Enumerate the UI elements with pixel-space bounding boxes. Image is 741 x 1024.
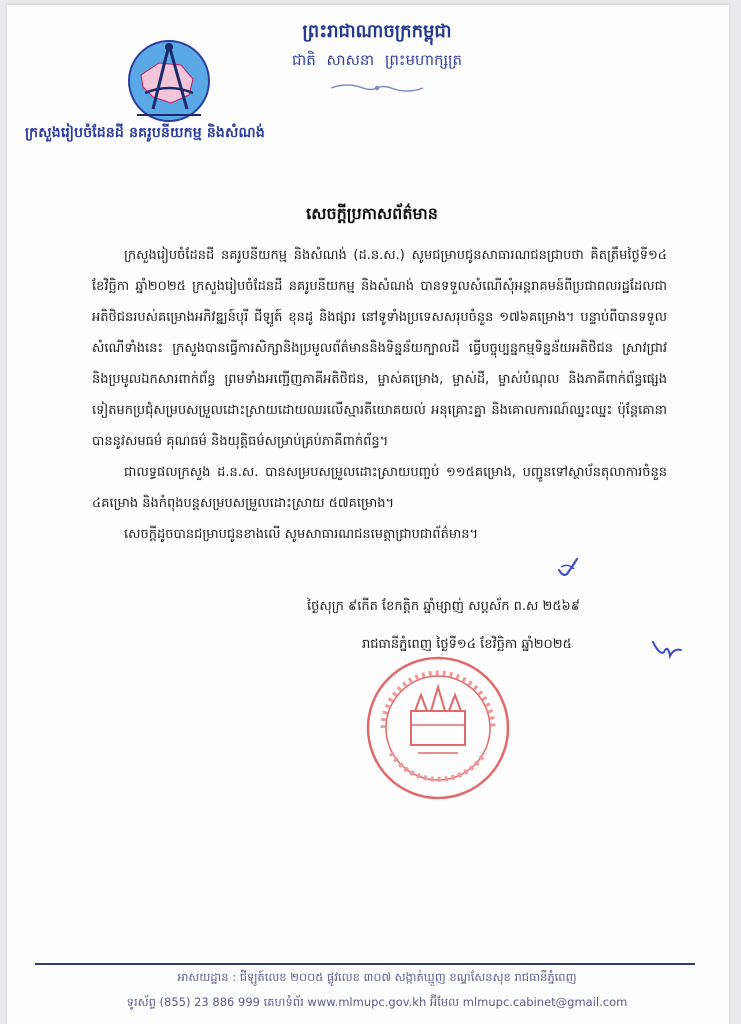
header-ornament-icon	[327, 81, 427, 95]
footer-contact: ទូរស័ព្ទ (855) 23 886 999 គេហទំព័រ www.mlmupc.gov.kh អ៊ីមែល mlmupc.cabinet@gmail.com	[126, 995, 628, 1009]
ministry-name: ក្រសួងរៀបចំដែនដី នគរូបនីយកម្ម និងសំណង់	[25, 125, 265, 141]
handwritten-check-mark-icon	[556, 557, 580, 579]
document-body	[92, 240, 667, 550]
footer-divider	[35, 963, 695, 965]
lunar-date: ថ្ងៃសុក្រ ៩កេីត ខែកត្តិក ឆ្នាំម្សាញ់ សប្តស័ក ព.ស ២៥៦៩	[307, 599, 580, 614]
ministry-compass-logo-icon	[119, 35, 219, 129]
document-title: សេចក្ដីប្រកាសព័ត៌មាន	[306, 204, 438, 223]
body-paragraph-2: ជាលទ្ធផលក្រសួង ដ.ន.ស. បានសម្របសម្រួលដោះស្រាយបញ្ចប់ ១១៥គម្រោង, បញ្ជូនទៅស្ថាប័នតុលាការចំនួន ៤គម្រោង និងកំពុងបន្តសម្របសម្រួលដោះស្រាយ ៥៧គម្រោង។	[92, 465, 667, 511]
handwritten-initial-icon	[650, 638, 684, 660]
kingdom-heading: ព្រះរាជាណាចក្រកម្ពុជា	[302, 21, 452, 42]
red-official-seal-icon	[363, 653, 513, 803]
national-motto: ជាតិ សាសនា ព្រះមហាក្សត្រ	[291, 51, 463, 69]
body-paragraph-1: ក្រសួងរៀបចំដែនដី នគរូបនីយកម្ម និងសំណង់ (ដ.ន.ស.) សូមជម្រាបជូនសាធារណជនជ្រាបថា គិតត្រឹមថ្ងៃទី១៤ ខែវិច្ឆិកា ឆ្នាំ២០២៥ ក្រសួងរៀបចំដែនដី នគរូបនីយកម្ម និងសំណង់ បានទទួលសំណើសុំអន្តរាគមន៍ពីប្រជាពលរដ្ឋដែលជាអតិថិជនរបស់គម្រោងអភិវឌ្ឍន៍បុរី ជីឡូត៍ ខុនដូ និងផ្សារ នៅទូទាំងប្រទេសសរុបចំនួន ១៧៦គម្រោង។ បន្ទាប់ពីបានទទួលសំណើទាំងនេះ ក្រសួងបានធ្វើការសិក្សានិងប្រមូលព័ត៌មាននិងទិន្នន័យក្បាលដី ធ្វើបច្ចុប្បន្នកម្មទិន្នន័យអតិថិជន ស្រាវជ្រាវនិងប្រមូលឯកសារពាក់ព័ន្ធ ព្រមទាំងអញ្ជើញភាគីអតិថិជន, ម្ចាស់គម្រោង, ម្ចាស់ដី, ម្ចាស់បំណុល និងភាគីពាក់ព័ន្ធផ្សេងទៀតមកប្រជុំសម្របសម្រួលដោះស្រាយដោយឈរលើស្មារតីយោគយល់ អនុគ្រោះគ្នា និងគោលការណ៍ឈ្នះឈ្នះ ប៉ុន្តែគោនាបាននូវសមធម៌ គុណធម៌ និងយុត្តិធម៌សម្រាប់គ្រប់ភាគីពាក់ព័ន្ធ។	[92, 248, 667, 449]
place-and-date: រាជធានីភ្នំពេញ ថ្ងៃទី១៤ ខែវិច្ឆិកា ឆ្នាំ២០២៥	[362, 637, 572, 652]
footer-address: អាសយដ្ឋាន : ជីឡូត៍លេខ ២០០៥ ផ្លូវលេខ ៣០៧ សង្កាត់ឃ្មួញ ខណ្ឌសែនសុខ រាជធានីភ្នំពេញ	[177, 970, 577, 984]
body-paragraph-3: សេចក្ដីដូចបានជម្រាបជូនខាងលើ សូមសាធារណជនមេត្តាជ្រាបជាព័ត៌មាន។	[124, 527, 479, 542]
document-page	[7, 5, 729, 1024]
